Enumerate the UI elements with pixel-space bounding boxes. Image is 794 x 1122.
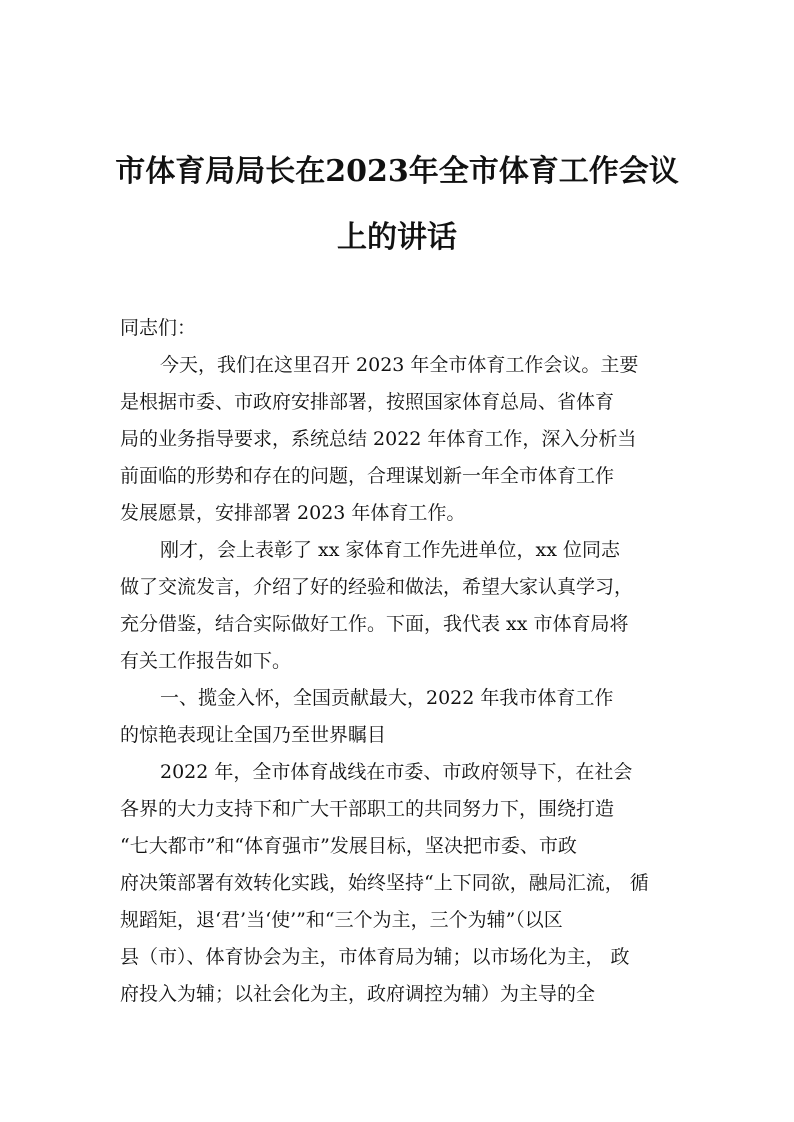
- document-title-line-2: 上的讲话: [337, 220, 457, 255]
- paragraph-line: 今天，我们在这里召开 2023 年全市体育工作会议。主要: [160, 354, 639, 376]
- paragraph-line: “七大都市”和“体育强市”发展目标，坚决把市委、市政: [120, 835, 577, 857]
- paragraph-line: 府投入为辅；以社会化为主，政府调控为辅）为主导的全: [120, 983, 596, 1005]
- paragraph-line: 规蹈矩，退‘君’当‘使’”和“三个为主，三个为辅”（以区: [120, 909, 563, 931]
- section-heading-line: 一、揽金入怀，全国贡献最大，2022 年我市体育工作: [160, 687, 614, 709]
- paragraph-line: 府决策部署有效转化实践，始终坚持“上下同欲，融局汇流， 循: [120, 872, 649, 894]
- paragraph-line: 有关工作报告如下。: [120, 650, 292, 672]
- paragraph-line: 各界的大力支持下和广大干部职工的共同努力下，围绕打造: [120, 798, 615, 820]
- paragraph-line: 刚才，会上表彰了 xx 家体育工作先进单位，xx 位同志: [160, 539, 620, 561]
- document-title-line-1: 市体育局局长在2023年全市体育工作会议: [115, 154, 679, 189]
- paragraph-line: 是根据市委、市政府安排部署，按照国家体育总局、省体育: [120, 391, 615, 413]
- document-body: [120, 310, 680, 1013]
- paragraph-line: 做了交流发言，介绍了好的经验和做法，希望大家认真学习，: [120, 576, 634, 598]
- salutation-line: 同志们：: [120, 317, 197, 339]
- section-heading-line: 的惊艳表现让全国乃至世界瞩目: [120, 724, 387, 746]
- paragraph-line: 发展愿景，安排部署 2023 年体育工作。: [120, 502, 466, 524]
- paragraph-line: 充分借鉴，结合实际做好工作。下面，我代表 xx 市体育局将: [120, 613, 629, 635]
- paragraph-line: 前面临的形势和存在的问题，合理谋划新一年全市体育工作: [120, 465, 615, 487]
- paragraph-line: 局的业务指导要求，系统总结 2022 年体育工作，深入分析当: [120, 428, 637, 450]
- paragraph-line: 县（市）、体育协会为主，市体育局为辅；以市场化为主， 政: [120, 946, 630, 968]
- paragraph-line: 2022 年，全市体育战线在市委、市政府领导下，在社会: [160, 761, 633, 783]
